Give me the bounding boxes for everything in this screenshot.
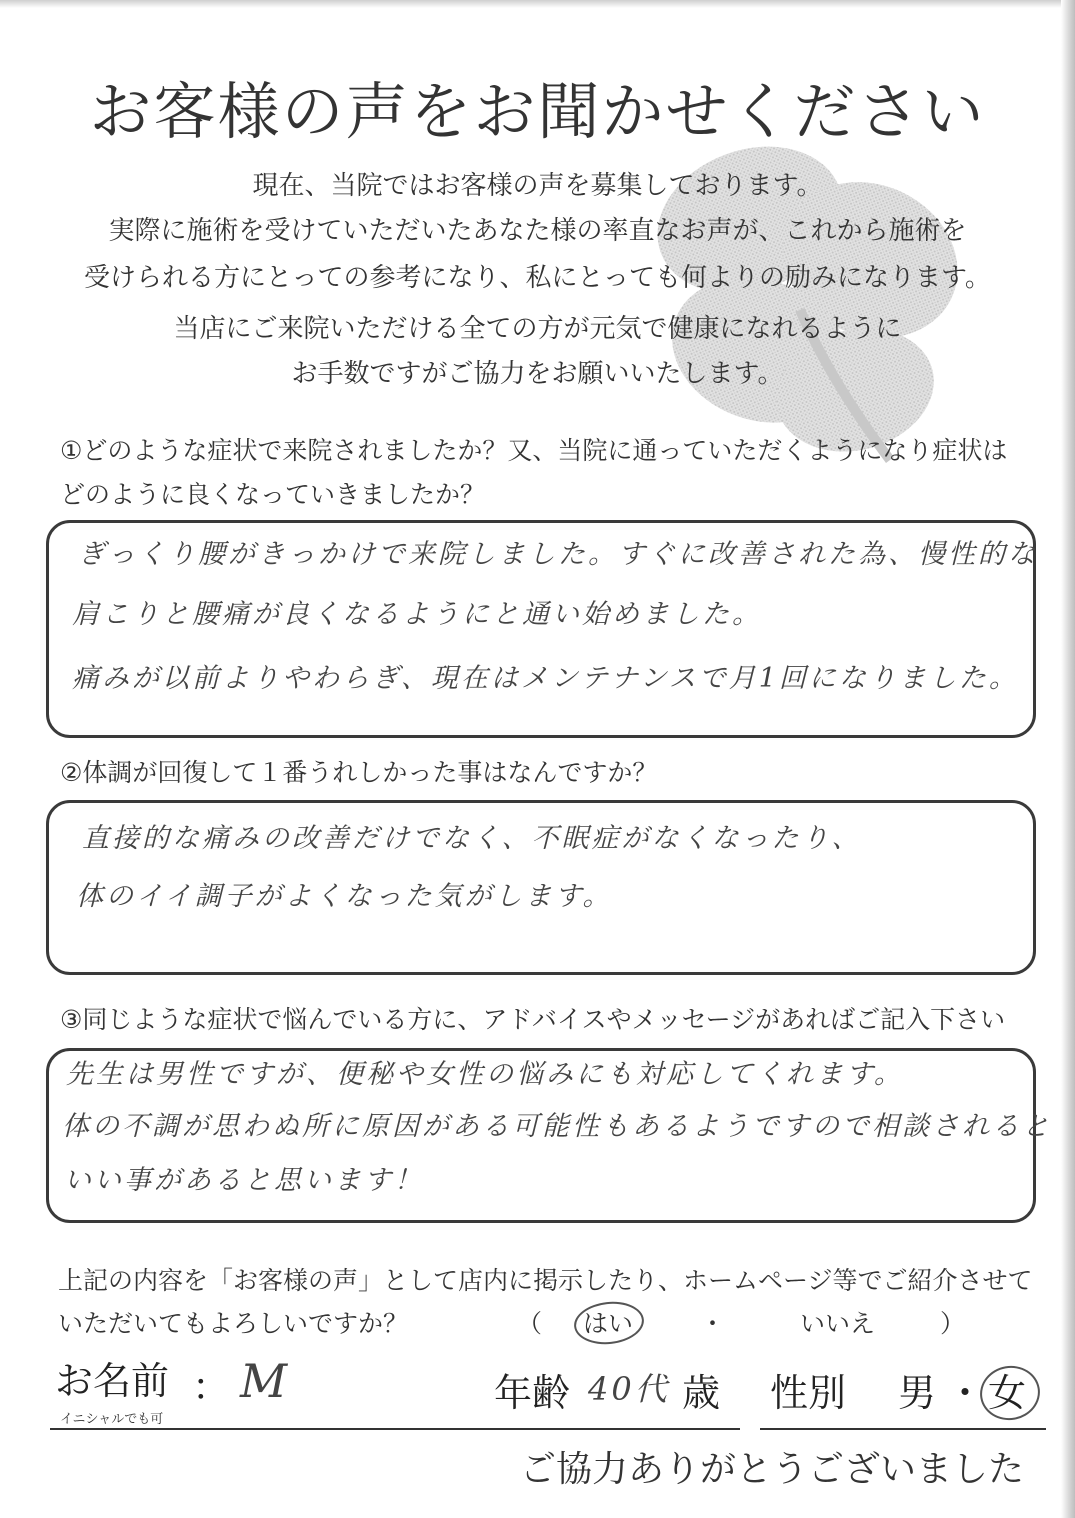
choice-paren-open: （ <box>517 1309 543 1338</box>
intro-line-3: 受けられる方にとっての参考になり、私にとっても何よりの励みになります。 <box>84 263 991 293</box>
scan-top-edge <box>0 0 1075 8</box>
gender-female-option[interactable]: 女 <box>988 1371 1027 1415</box>
answer-3-line-2: 体の不調が思わぬ所に原因がある可能性もあるようですので相談されると <box>62 1111 1052 1142</box>
age-value: 40代 <box>588 1370 670 1408</box>
question-1-line-2: どのように良くなっていきましたか？ <box>60 480 486 509</box>
gender-underline <box>760 1428 1046 1430</box>
answer-2-line-2: 体のイイ調子がよくなった気がします。 <box>76 881 613 912</box>
gender-male-option[interactable]: 男 <box>898 1371 937 1415</box>
yes-circle-mark <box>572 1298 646 1347</box>
intro-line-5: お手数ですがご協力をお願いいたします。 <box>291 359 784 389</box>
answer-3-line-1: 先生は男性ですが、便秘や女性の悩みにも対応してくれます。 <box>66 1059 904 1090</box>
gender-label: 性別 <box>770 1371 847 1415</box>
choice-dot: ・ <box>700 1309 726 1338</box>
gender-dot: ・ <box>946 1371 985 1415</box>
consent-yes-option[interactable]: はい <box>583 1309 634 1338</box>
name-underline <box>50 1428 740 1430</box>
name-colon: ： <box>192 1365 231 1409</box>
intro-line-2: 実際に施術を受けていただいたあなた様の率直なお声が、これから施術を <box>108 216 967 246</box>
consent-line-2: いただいてもよろしいですか？ <box>58 1309 409 1338</box>
answer-3-line-3: いい事があると思います！ <box>64 1165 424 1196</box>
choice-paren-close: ） <box>940 1309 966 1338</box>
consent-no-option[interactable]: いいえ <box>800 1309 876 1338</box>
question-2: ②体調が回復して１番うれしかった事はなんですか？ <box>60 758 658 787</box>
question-3: ③同じような症状で悩んでいる方に、アドバイスやメッセージがあればご記入下さい <box>60 1005 1006 1034</box>
answer-1-line-1: ぎっくり腰がきっかけで来院しました。すぐに改善された為、慢性的な <box>78 539 1038 570</box>
question-1-line-1: ①どのような症状で来院されましたか？又、当院に通っていただくようになり症状は <box>60 436 1008 465</box>
thanks-message: ご協力ありがとうございました <box>520 1449 1025 1490</box>
name-initial-note: イニシャルでも可 <box>60 1412 164 1427</box>
answer-2-line-1: 直接的な痛みの改善だけでなく、不眠症がなくなったり、 <box>82 823 862 854</box>
intro-line-4: 当店にご来院いただける全ての方が元気で健康になれるように <box>173 314 902 344</box>
page-title: お客様の声をお聞かせください <box>89 75 986 148</box>
intro-line-1: 現在、当院ではお客様の声を募集しております。 <box>252 171 823 201</box>
age-unit: 歳 <box>682 1371 721 1415</box>
answer-1-line-3: 痛みが以前よりやわらぎ、現在はメンテナンスで月1回になりました。 <box>72 663 1019 694</box>
age-label: 年齢 <box>494 1371 571 1415</box>
answer-1-line-2: 肩こりと腰痛が良くなるようにと通い始めました。 <box>72 599 762 630</box>
name-label: お名前 <box>55 1359 170 1403</box>
consent-line-1: 上記の内容を「お客様の声」として店内に掲示したり、ホームページ等でご紹介させて <box>58 1266 1033 1295</box>
female-circle-mark <box>976 1361 1044 1425</box>
name-value: M <box>240 1354 291 1408</box>
